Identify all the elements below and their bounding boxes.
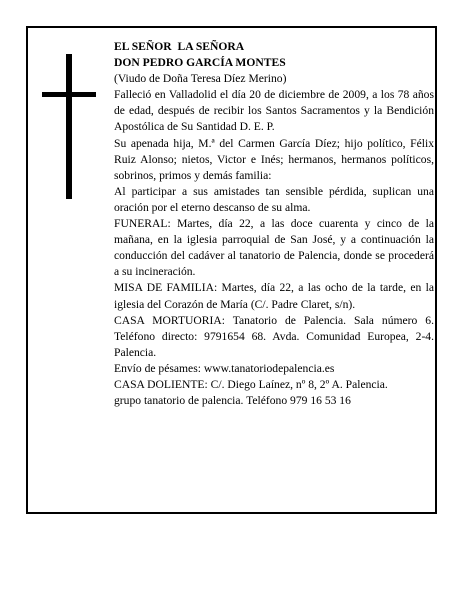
obituary-text [114,39,434,409]
funeral-paragraph: FUNERAL: Martes, día 22, a las doce cuarenta y cinco de la mañana, en la iglesia parroquial de San José, y a continuación la conducción del cadáver al tanatorio de Palencia, donde se procederá a su incineración. [114,217,434,279]
deceased-name: DON PEDRO GARCÍA MONTES [114,56,286,70]
title-line: EL SEÑOR LA SEÑORA [114,40,245,53]
mourning-house-paragraph: CASA DOLIENTE: C/. Diego Laínez, nº 8, 2º A. Palencia. [114,377,388,391]
family-paragraph: Su apenada hija, M.ª del Carmen García Díez; hijo político, Félix Ruiz Alonso; nietos, Victor e Inés; hermanos, hermanos políticos, sobrinos, primos y demás familia: [114,136,434,182]
obituary-frame [26,26,437,514]
cross-horizontal-bar [42,92,96,97]
widow-line: (Viudo de Doña Teresa Díez Merino) [114,72,287,86]
footer-line: grupo tanatorio de palencia. Teléfono 979 16 53 16 [114,394,351,408]
family-mass-paragraph: MISA DE FAMILIA: Martes, día 22, a las ocho de la tarde, en la iglesia del Corazón de María (C/. Padre Claret, s/n). [114,281,434,311]
prayer-paragraph: Al participar a sus amistades tan sensible pérdida, suplican una oración por el eterno descanso de su alma. [114,184,434,214]
death-paragraph: Falleció en Valladolid el día 20 de diciembre de 2009, a los 78 años de edad, después de recibir los Santos Sacramentos y la Bendición Apostólica de Su Santidad D. E. P. [114,88,434,134]
cross-vertical-bar [66,54,72,199]
mortuary-paragraph: CASA MORTUORIA: Tanatorio de Palencia. Sala número 6. Teléfono directo: 9791654 68. Avda. Comunidad Europea, 2-4. Palencia. [114,313,434,359]
condolences-paragraph: Envío de pésames: www.tanatoriodepalencia.es [114,361,335,375]
latin-cross-icon [42,54,96,199]
